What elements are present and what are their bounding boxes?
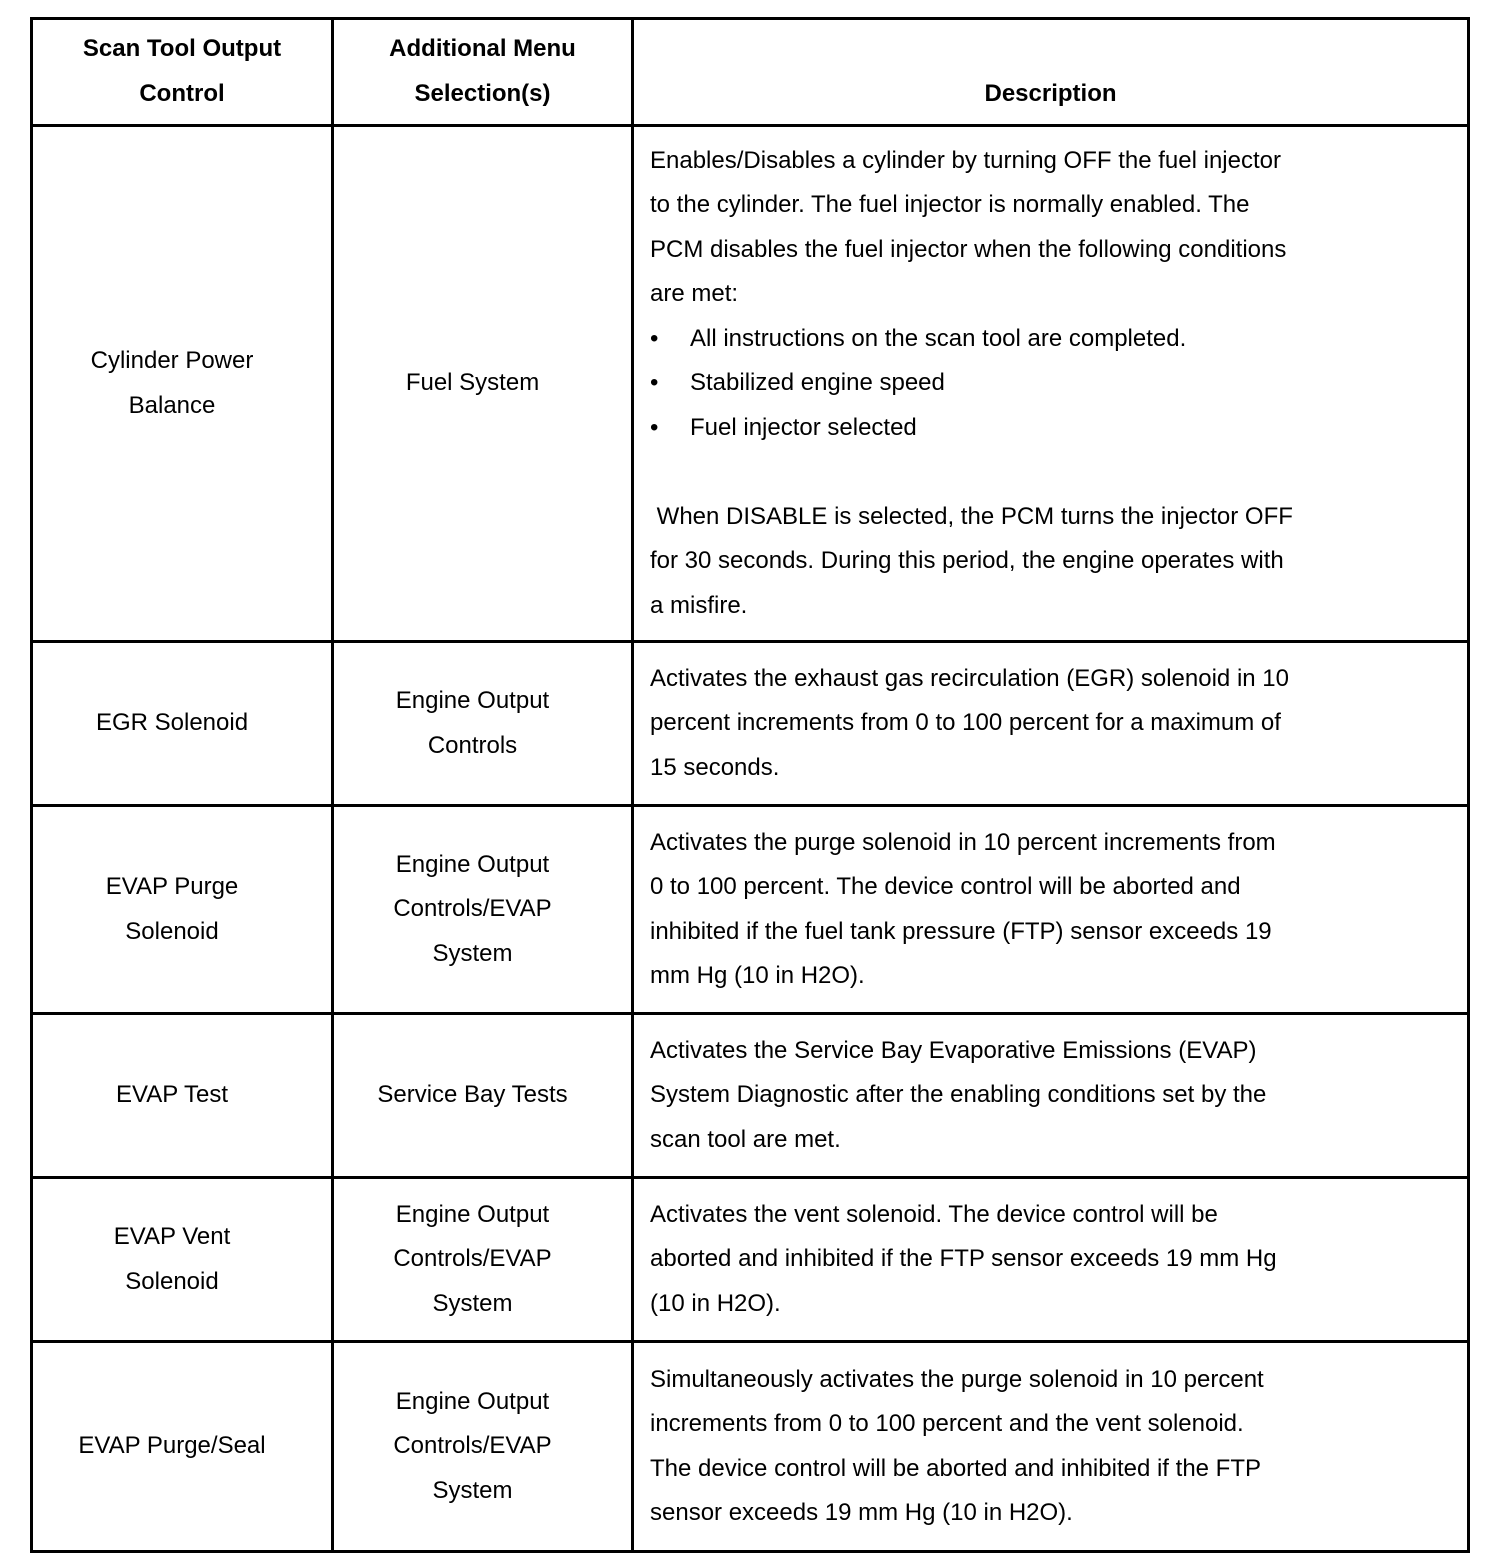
description-line: When DISABLE is selected, the PCM turns the injector OFF — [650, 502, 1293, 530]
table-row — [32, 1178, 1469, 1342]
table-body — [32, 126, 1469, 1552]
output-controls-table — [30, 17, 1470, 1553]
control-cell — [32, 642, 333, 806]
description-line: are met: — [650, 280, 739, 308]
description-cell — [633, 1342, 1469, 1552]
description-line: increments from 0 to 100 percent and the vent solenoid. — [650, 1410, 1244, 1437]
menu-line: Engine Output — [395, 1387, 550, 1415]
description-line: The device control will be aborted and inhibited if the FTP — [650, 1454, 1262, 1482]
control-cell — [32, 1014, 333, 1178]
bullet-icon: • — [650, 413, 659, 441]
description-line: scan tool are met. — [650, 1125, 841, 1153]
description-line: to the cylinder. The fuel injector is normally enabled. The — [650, 191, 1250, 219]
control-cell — [32, 806, 333, 1014]
description-line: 0 to 100 percent. The device control will be aborted and — [650, 873, 1241, 900]
description-line: Enables/Disables a cylinder by turning OFF the fuel injector — [650, 146, 1281, 174]
header-row — [32, 19, 1469, 126]
description-line: aborted and inhibited if the FTP sensor exceeds 19 mm Hg — [650, 1245, 1277, 1273]
menu-cell — [333, 642, 633, 806]
bullet-text: All instructions on the scan tool are completed. — [690, 324, 1187, 352]
control-cell — [32, 126, 333, 642]
menu-line: Engine Output — [395, 687, 550, 714]
description-line: for 30 seconds. During this period, the engine operates with — [650, 547, 1284, 575]
control-line: Solenoid — [125, 1267, 219, 1295]
control-line: Balance — [128, 391, 216, 419]
bullet-item — [650, 406, 1407, 451]
table-row — [32, 1014, 1469, 1178]
control-cell — [32, 1178, 333, 1342]
menu-cell — [333, 1014, 633, 1178]
menu-line: System — [432, 1476, 513, 1504]
header-menu: Additional Menu Selection(s) — [333, 19, 633, 126]
menu-line: Service Bay Tests — [377, 1081, 568, 1109]
table-row — [32, 806, 1469, 1014]
description-line: Activates the Service Bay Evaporative Emissions (EVAP) — [650, 1036, 1257, 1064]
bullet-icon: • — [650, 324, 659, 352]
menu-line: Fuel System — [405, 369, 540, 397]
description-line: Simultaneously activates the purge solenoid in 10 percent — [650, 1365, 1264, 1393]
menu-cell — [333, 1178, 633, 1342]
description-cell — [633, 806, 1469, 1014]
control-line: Solenoid — [125, 917, 219, 945]
control-line: EGR Solenoid — [95, 709, 249, 737]
description-cell — [633, 642, 1469, 806]
menu-line: Engine Output — [395, 1200, 550, 1228]
control-line: EVAP Purge — [105, 873, 239, 900]
menu-line: Controls/EVAP — [393, 895, 552, 923]
bullet-text: Fuel injector selected — [690, 413, 917, 441]
description-line: percent increments from 0 to 100 percent for a maximum of — [650, 709, 1281, 737]
description-line: sensor exceeds 19 mm Hg (10 in H2O). — [650, 1499, 1073, 1526]
description-cell — [633, 126, 1469, 642]
table-row — [32, 126, 1469, 642]
description-line: mm Hg (10 in H2O). — [650, 962, 865, 989]
bullet-item — [650, 317, 1407, 362]
description-cell — [633, 1178, 1469, 1342]
control-line: Cylinder Power — [90, 347, 254, 374]
description-line: Activates the exhaust gas recirculation (EGR) solenoid in 10 — [650, 664, 1289, 692]
description-line: (10 in H2O). — [650, 1289, 781, 1317]
control-line: EVAP Test — [115, 1081, 229, 1109]
bullet-icon: • — [650, 369, 659, 397]
description-line: PCM disables the fuel injector when the following conditions — [650, 235, 1287, 263]
control-line: EVAP Purge/Seal — [78, 1432, 266, 1460]
menu-cell — [333, 126, 633, 642]
header-control: Scan Tool Output Control — [32, 19, 333, 126]
menu-line: Controls — [427, 731, 518, 759]
menu-line: Controls/EVAP — [393, 1245, 552, 1273]
description-cell — [633, 1014, 1469, 1178]
menu-line: Engine Output — [395, 850, 550, 878]
header-description: Description — [633, 19, 1469, 126]
description-line: inhibited if the fuel tank pressure (FTP) sensor exceeds 19 — [650, 917, 1272, 945]
control-cell — [32, 1342, 333, 1552]
description-line: a misfire. — [650, 591, 748, 619]
description-line: Activates the purge solenoid in 10 percent increments from — [650, 828, 1276, 856]
blank-line — [650, 450, 1407, 495]
menu-cell — [333, 806, 633, 1014]
menu-cell — [333, 1342, 633, 1552]
control-line: EVAP Vent — [113, 1223, 231, 1250]
menu-line: System — [432, 1289, 513, 1317]
description-line: System Diagnostic after the enabling conditions set by the — [650, 1081, 1267, 1109]
menu-line: Controls/EVAP — [393, 1432, 552, 1460]
description-line: 15 seconds. — [650, 753, 780, 781]
table-row — [32, 642, 1469, 806]
table-row — [32, 1342, 1469, 1552]
menu-line: System — [432, 939, 513, 967]
bullet-item — [650, 361, 1407, 406]
bullet-text: Stabilized engine speed — [690, 369, 945, 397]
description-line: Activates the vent solenoid. The device control will be — [650, 1200, 1218, 1228]
